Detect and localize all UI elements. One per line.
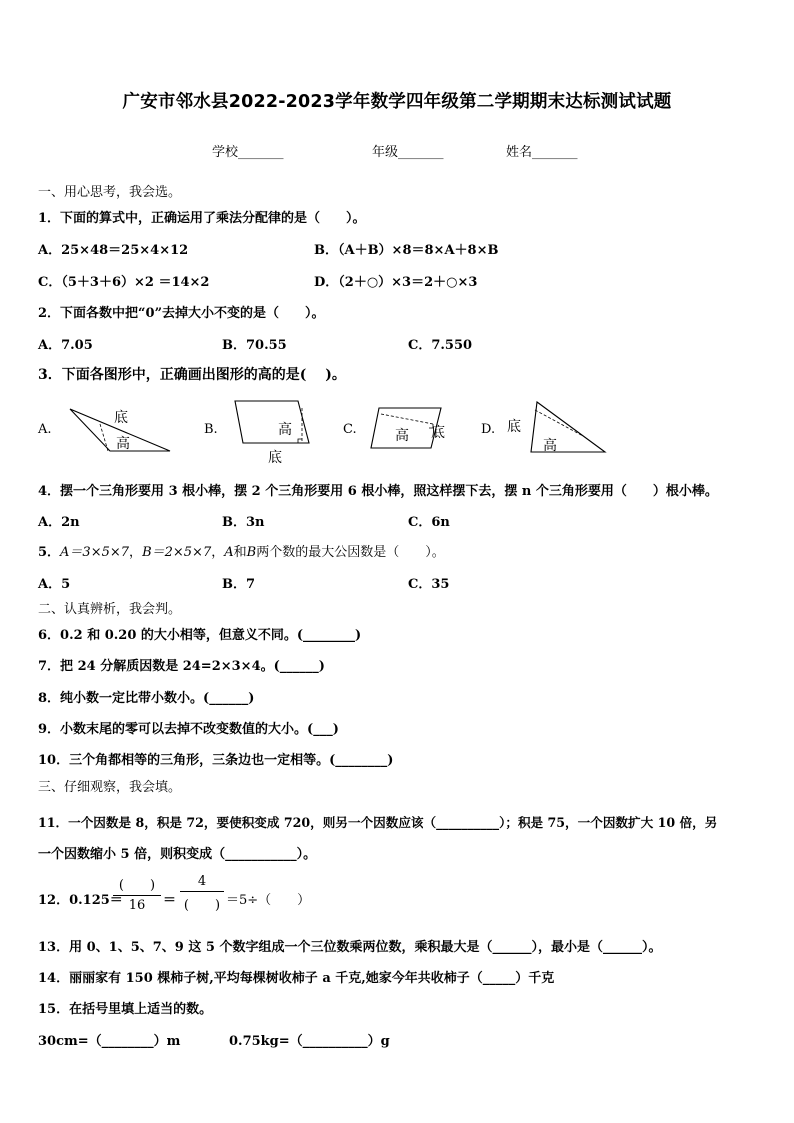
- q4-option-b: B．3n: [222, 515, 265, 530]
- q5-tail: 两个数的最大公因数是（ ）。: [256, 545, 445, 560]
- q12-fraction-2: [180, 874, 224, 913]
- q1-option-a: A．25×48＝25×4×12: [38, 243, 189, 258]
- q15-stem: 15．在括号里填上适当的数。: [38, 1002, 213, 1017]
- judge-item-7: 7．把 24 分解质因数是 24=2×3×4。(______): [38, 659, 325, 674]
- grade-field: 年级_______: [372, 145, 444, 160]
- q3-figure-c: [367, 404, 455, 452]
- q2-option-c: C．7.550: [408, 338, 473, 353]
- q5-option-c: C．35: [408, 577, 450, 592]
- judge-item-10: 10．三个角都相等的三角形，三条边也一定相等。(________): [38, 753, 394, 768]
- q3-option-a-label: A.: [38, 422, 52, 437]
- q5-and: 和: [233, 545, 247, 560]
- q3-d-height-label: 高: [543, 438, 557, 454]
- q4-stem: 4．摆一个三角形要用 3 根小棒，摆 2 个三角形要用 6 根小棒，照这样摆下去，摆 n 个三角形要用（ ）根小棒。: [38, 484, 718, 499]
- judge-item-8: 8．纯小数一定比带小数小。(______): [38, 691, 255, 706]
- q5-option-a: A．5: [38, 577, 71, 592]
- q1-option-d: D．（2＋○）×3＝2＋○×3: [314, 275, 478, 290]
- q1-option-c: C．（5＋3＋6）×2 ＝14×2: [38, 275, 210, 290]
- q5-sep: ，: [129, 545, 143, 560]
- q12-fraction-1: [113, 874, 161, 913]
- q2-option-a: A．7.05: [38, 338, 93, 353]
- section-1-heading: 一、用心思考，我会选。: [38, 185, 182, 200]
- q2-option-b: B．70.55: [222, 338, 287, 353]
- q3-option-b-label: B.: [204, 422, 218, 437]
- q3-b-base-label: 底: [268, 450, 282, 466]
- q3-c-base-label: 底: [431, 425, 445, 441]
- q3-figure-b: [232, 398, 314, 468]
- q5-sep-2: ，: [211, 545, 225, 560]
- q3-stem: 3．下面各图形中，正确画出图形的高的是( )。: [38, 367, 346, 383]
- q5-option-b: B．7: [222, 577, 256, 592]
- q5-var-a: A: [224, 545, 234, 560]
- q3-a-height-label: 高: [116, 436, 130, 452]
- q12-lead: 12．0.125＝: [38, 893, 123, 908]
- q11-line-1: 11．一个因数是 8，积是 72，要使积变成 720，则另一个因数应该（__________）；积是 75，一个因数扩大 10 倍，另: [38, 815, 718, 830]
- q5-stem: [38, 541, 445, 560]
- q13: 13．用 0、1、5、7、9 这 5 个数字组成一个三位数乘两位数，乘积最大是（______），最小是（______）。: [38, 940, 662, 955]
- q14: 14．丽丽家有 150 棵柿子树,平均每棵树收柿子 a 千克,她家今年共收柿子（_____）千克: [38, 971, 555, 986]
- q4-option-a: A．2n: [38, 515, 80, 530]
- q3-d-base-label: 底: [507, 419, 521, 435]
- name-field: 姓名_______: [506, 145, 578, 160]
- q2-stem: 2．下面各数中把“0”去掉大小不变的是（ ）。: [38, 306, 325, 321]
- q5-expr-b: B＝2×5×7: [142, 545, 212, 560]
- q3-b-height-label: 高: [278, 422, 292, 438]
- q3-c-height-label: 高: [395, 428, 409, 444]
- q1-stem: 1．下面的算式中，正确运用了乘法分配律的是（ ）。: [38, 211, 366, 226]
- q12-fraction-1-denominator: 16: [128, 898, 146, 913]
- q11-line-2: 一个因数缩小 5 倍，则积变成（___________）。: [38, 847, 317, 862]
- q12-equals: ＝: [163, 893, 177, 908]
- judge-item-9: 9．小数末尾的零可以去掉不改变数值的大小。(___): [38, 722, 339, 737]
- section-3-heading: 三、仔细观察，我会填。: [38, 780, 182, 795]
- q3-figure-a: [66, 404, 174, 456]
- judge-item-6: 6．0.2 和 0.20 的大小相等，但意义不同。(________): [38, 628, 362, 643]
- q15-part-a: 30cm=（________）m: [38, 1034, 181, 1049]
- q3-figure-d: [505, 398, 609, 458]
- q5-number: 5．: [38, 545, 61, 560]
- q12-fraction-2-numerator: 4: [197, 874, 207, 889]
- q12-tail: ＝5÷（ ）: [226, 893, 311, 908]
- q12-fraction-1-numerator: ( ): [118, 878, 156, 893]
- q4-option-c: C．6n: [408, 515, 450, 530]
- q5-var-b: B: [246, 545, 257, 560]
- school-field: 学校_______: [212, 145, 284, 160]
- q3-a-base-label: 底: [114, 410, 128, 426]
- q12-fraction-2-denominator: ( ): [183, 898, 221, 913]
- q5-expr-a: A＝3×5×7: [60, 545, 130, 560]
- q3-option-d-label: D.: [481, 422, 496, 437]
- section-2-heading: 二、认真辨析，我会判。: [38, 602, 182, 617]
- q15-part-b: 0.75kg=（__________）g: [229, 1034, 390, 1049]
- q1-option-b: B．（A＋B）×8＝8×A＋8×B: [314, 243, 499, 258]
- page-title: 广安市邻水县2022-2023学年数学四年级第二学期期末达标测试试题: [122, 92, 672, 112]
- q3-option-c-label: C.: [343, 422, 357, 437]
